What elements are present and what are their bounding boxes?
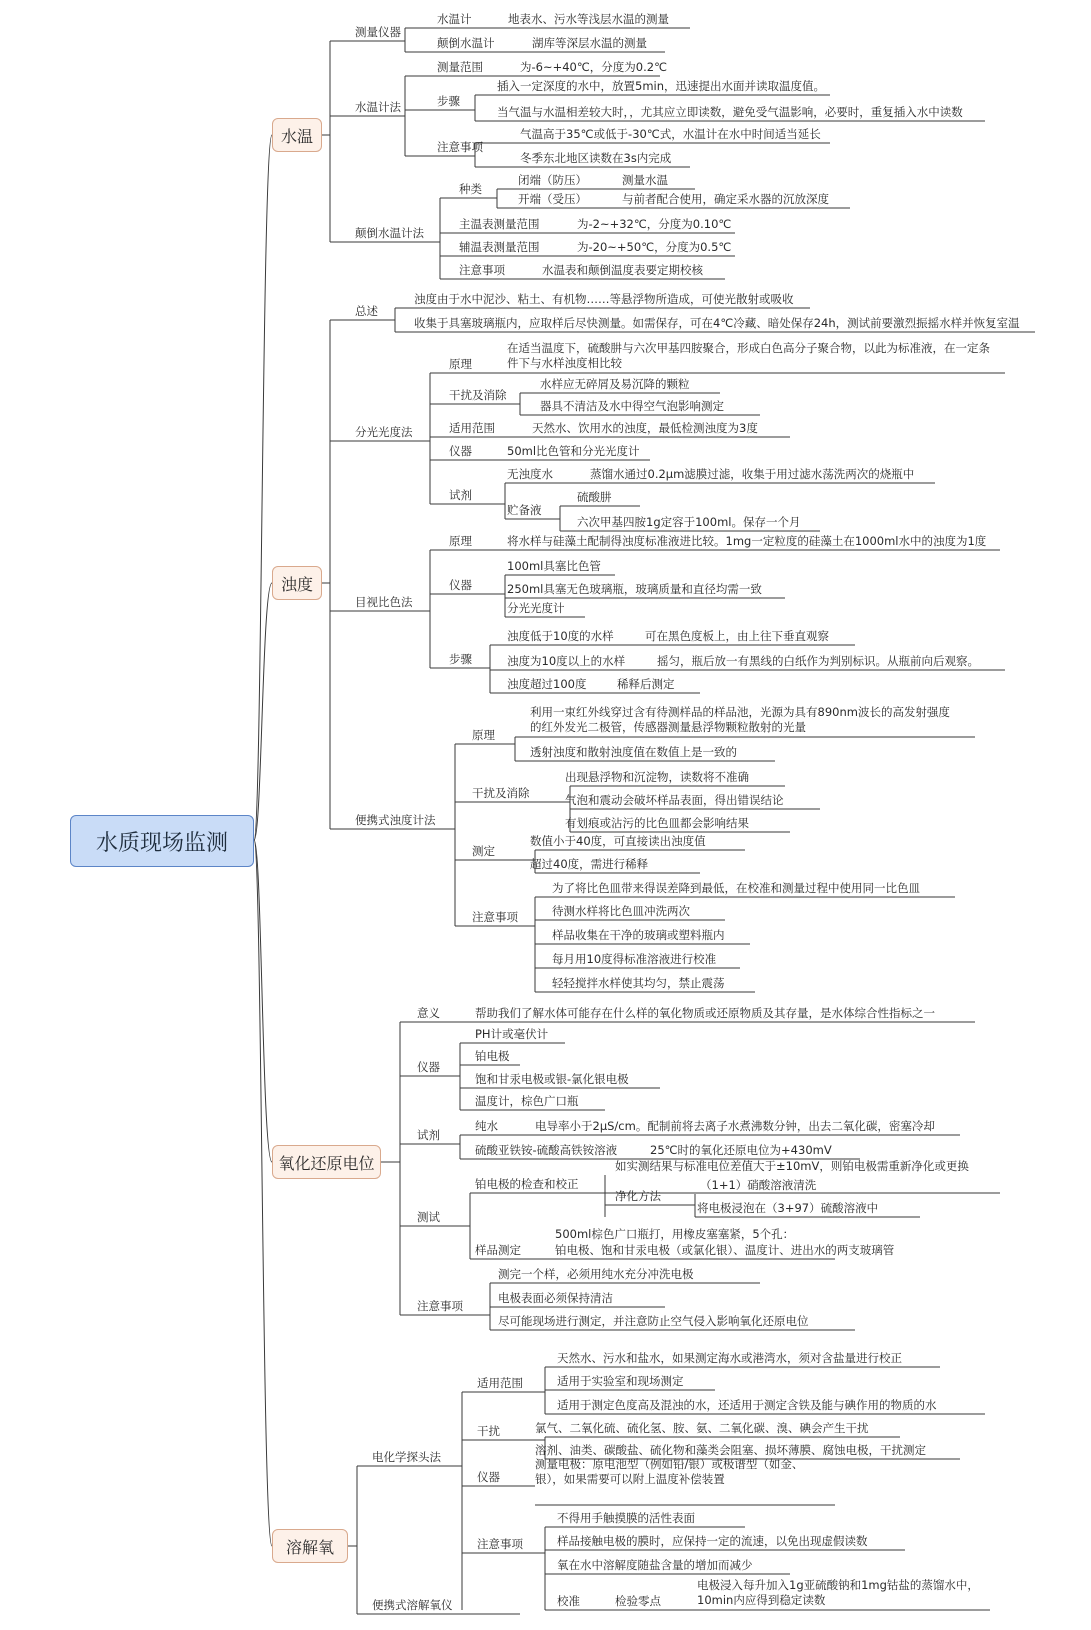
node[interactable]: 稀释后测定 (617, 677, 675, 691)
node[interactable]: 250ml具塞无色玻璃瓶，玻璃质量和直径均需一致 (507, 582, 762, 596)
node[interactable]: 电导率小于2μS/cm。配制前将去离子水煮沸数分钟，出去二氧化碳，密塞冷却 (535, 1119, 935, 1133)
node[interactable]: 温度计，棕色广口瓶 (475, 1094, 579, 1108)
topic-orp[interactable]: 氧化还原电位 (272, 1145, 381, 1179)
node[interactable]: 仪器 (417, 1060, 440, 1074)
node[interactable]: 溶剂、油类、碳酸盐、硫化物和藻类会阻塞、损坏薄膜、腐蚀电极，干扰测定 (535, 1443, 926, 1457)
node[interactable]: 氧在水中溶解度随盐含量的增加而减少 (557, 1558, 753, 1572)
node[interactable]: 电化学探头法 (372, 1450, 441, 1464)
node[interactable]: 当气温与水温相差较大时，，尤其应立即读数，避免受气温影响，必要时，重复插入水中读数 (497, 105, 963, 119)
node[interactable]: 主温表测量范围 (459, 217, 540, 231)
node[interactable]: 六次甲基四胺1g定容于100ml。保存一个月 (577, 515, 801, 529)
node[interactable]: 将电极浸泡在（3+97）硫酸溶液中 (697, 1201, 879, 1215)
node[interactable]: 不得用手触摸膜的活性表面 (557, 1511, 695, 1525)
node[interactable]: 器具不清洁及水中得空气泡影响测定 (540, 399, 724, 413)
node[interactable]: 出现悬浮物和沉淀物，读数将不准确 (565, 770, 749, 784)
node[interactable]: 颠倒水温计 (437, 36, 495, 50)
node[interactable]: 与前者配合使用，确定采水器的沉放深度 (622, 192, 829, 206)
node[interactable]: 样品收集在干净的玻璃或塑料瓶内 (552, 928, 725, 942)
node[interactable]: 气泡和震动会破坏样品表面，得出错误结论 (565, 793, 784, 807)
node[interactable]: 校准 (557, 1594, 580, 1608)
node[interactable]: 步骤 (437, 94, 460, 108)
node[interactable]: 地表水、污水等浅层水温的测量 (508, 12, 669, 26)
node[interactable]: 数值小于40度，可直接读出浊度值 (530, 834, 706, 848)
node[interactable]: 分光光度计 (507, 601, 565, 615)
node[interactable]: 水温表和颠倒温度表要定期校核 (542, 263, 703, 277)
node[interactable]: 为了将比色皿带来得误差降到最低，在校准和测量过程中使用同一比色皿 (552, 881, 920, 895)
node[interactable]: 帮助我们了解水体可能存在什么样的氧化物质或还原物质及其存量，是水体综合性指标之一 (475, 1006, 935, 1020)
node[interactable]: 步骤 (449, 652, 472, 666)
node[interactable]: 插入一定深度的水中，放置5min，迅速提出水面并读取温度值。 (497, 79, 825, 93)
node[interactable]: 闭端（防压） (518, 173, 587, 187)
node[interactable]: 测量电极：原电池型（例如铅/银）或极谱型（如金、银），如果需要可以附上温度补偿装置 (535, 1457, 804, 1486)
node[interactable]: 天然水、污水和盐水，如果测定海水或港湾水，须对含盐量进行校正 (557, 1351, 902, 1365)
node[interactable]: 测量仪器 (355, 25, 401, 39)
node[interactable]: 铂电极、饱和甘汞电极（或氯化银）、温度计、进出水的两支玻璃管 (555, 1243, 895, 1257)
node[interactable]: 湖库等深层水温的测量 (532, 36, 647, 50)
node[interactable]: 便携式浊度计法 (355, 813, 436, 827)
node[interactable]: 电极表面必须保持清洁 (498, 1291, 613, 1305)
node[interactable]: PH计或毫伏计 (475, 1027, 549, 1041)
node[interactable]: （1+1）硝酸溶液清洗 (700, 1178, 817, 1192)
node[interactable]: 水温计法 (355, 100, 401, 114)
node[interactable]: 测量水温 (622, 173, 668, 187)
node[interactable]: 可在黑色度板上，由上往下垂直观察 (645, 629, 829, 643)
node[interactable]: 检验零点 (615, 1594, 661, 1608)
node[interactable]: 无浊度水 (507, 467, 553, 481)
node[interactable]: 浊度低于10度的水样 (507, 629, 614, 643)
node[interactable]: 纯水 (475, 1119, 498, 1133)
node[interactable]: 注意事项 (472, 910, 518, 924)
node[interactable]: 超过40度，需进行稀释 (530, 857, 649, 871)
node[interactable]: 浊度由于水中泥沙、粘土、有机物……等悬浮物所造成，可使光散射或吸收 (414, 292, 794, 306)
node[interactable]: 硫酸肼 (577, 490, 612, 504)
node[interactable]: 100ml具塞比色管 (507, 559, 601, 573)
node[interactable]: 样品接触电极的膜时，应保持一定的流速，以免出现虚假读数 (557, 1534, 868, 1548)
node[interactable]: 适用范围 (449, 421, 495, 435)
node[interactable]: 500ml棕色广口瓶打，用橡皮塞塞紧，5个孔： (555, 1227, 795, 1241)
node[interactable]: 试剂 (417, 1128, 440, 1142)
node[interactable]: 仪器 (449, 444, 472, 458)
node[interactable]: 天然水、饮用水的浊度，最低检测浊度为3度 (532, 421, 758, 435)
node[interactable]: 透射浊度和散射浊度值在数值上是一致的 (530, 745, 737, 759)
node[interactable]: 目视比色法 (355, 595, 413, 609)
node[interactable]: 待测水样将比色皿冲洗两次 (552, 904, 690, 918)
node[interactable]: 测完一个样，必须用纯水充分冲洗电极 (498, 1267, 694, 1281)
node[interactable]: 电极浸入每升加入1g亚硫酸钠和1mg钴盐的蒸馏水中，10min内应得到稳定读数 (697, 1578, 979, 1607)
node[interactable]: 测量范围 (437, 60, 483, 74)
node[interactable]: 每月用10度得标准溶液进行校准 (552, 952, 717, 966)
node[interactable]: 蒸馏水通过0.2μm滤膜过滤，收集于用过滤水荡洗两次的烧瓶中 (590, 467, 915, 481)
node[interactable]: 为-20~+50℃，分度为0.5℃ (577, 240, 732, 254)
node[interactable]: 原理 (449, 534, 472, 548)
node[interactable]: 样品测定 (475, 1243, 521, 1257)
node[interactable]: 浊度超过100度 (507, 677, 587, 691)
node[interactable]: 轻轻搅拌水样使其均匀，禁止震荡 (552, 976, 725, 990)
node[interactable]: 注意事项 (437, 140, 483, 154)
node[interactable]: 如实测结果与标准电位差值大于±10mV，则铂电极需重新净化或更换 (615, 1159, 969, 1173)
node[interactable]: 分光光度法 (355, 425, 413, 439)
node[interactable]: 干扰 (477, 1424, 500, 1438)
node[interactable]: 仪器 (449, 578, 472, 592)
node[interactable]: 种类 (459, 182, 482, 196)
node[interactable]: 测试 (417, 1210, 440, 1224)
node[interactable]: 50ml比色管和分光光度计 (507, 444, 640, 458)
node[interactable]: 试剂 (449, 488, 472, 502)
node[interactable]: 冬季东北地区读数在3s内完成 (520, 151, 672, 165)
node[interactable]: 铂电极的检查和校正 (475, 1177, 579, 1191)
node[interactable]: 原理 (449, 357, 472, 371)
topic-water-temperature[interactable]: 水温 (272, 118, 322, 152)
node[interactable]: 为-6~+40℃，分度为0.2℃ (520, 60, 667, 74)
node[interactable]: 有划痕或沾污的比色皿都会影响结果 (565, 816, 749, 830)
node[interactable]: 适用于实验室和现场测定 (557, 1374, 684, 1388)
node[interactable]: 摇匀，瓶后放一有黑线的白纸作为判别标识。从瓶前向后观察。 (657, 654, 979, 668)
node[interactable]: 仪器 (477, 1470, 500, 1484)
node[interactable]: 收集于具塞玻璃瓶内，应取样后尽快测量。如需保存，可在4℃冷藏、暗处保存24h，测试前要激烈振摇水样并恢复室温 (414, 316, 1020, 330)
node[interactable]: 25℃时的氧化还原电位为+430mV (650, 1143, 832, 1157)
topic-turbidity[interactable]: 浊度 (272, 566, 322, 600)
node[interactable]: 开端（受压） (518, 192, 587, 206)
node[interactable]: 在适当温度下，硫酸肼与六次甲基四胺聚合，形成白色高分子聚合物，以此为标准液，在一定条件下与水样浊度相比较 (507, 341, 990, 370)
node[interactable]: 适用于测定色度高及混浊的水，还适用于测定含铁及能与碘作用的物质的水 (557, 1398, 937, 1412)
node[interactable]: 水样应无碎屑及易沉降的颗粒 (540, 377, 690, 391)
node[interactable]: 水温计 (437, 12, 472, 26)
node[interactable]: 硫酸亚铁铵-硫酸高铁铵溶液 (475, 1143, 618, 1157)
node[interactable]: 便携式溶解氧仪 (372, 1598, 453, 1612)
node[interactable]: 意义 (417, 1006, 440, 1020)
topic-dissolved-oxygen[interactable]: 溶解氧 (272, 1529, 348, 1563)
node[interactable]: 注意事项 (459, 263, 505, 277)
node[interactable]: 颠倒水温计法 (355, 226, 424, 240)
node[interactable]: 气温高于35℃或低于-30℃式，水温计在水中时间适当延长 (520, 127, 821, 141)
node[interactable]: 为-2~+32℃，分度为0.10℃ (577, 217, 732, 231)
node[interactable]: 饱和甘汞电极或银-氯化银电极 (475, 1072, 629, 1086)
node[interactable]: 净化方法 (615, 1189, 661, 1203)
node[interactable]: 干扰及消除 (449, 388, 507, 402)
node[interactable]: 总述 (355, 304, 378, 318)
node[interactable]: 辅温表测量范围 (459, 240, 540, 254)
node[interactable]: 贮备液 (507, 503, 542, 517)
node[interactable]: 铂电极 (475, 1049, 510, 1063)
node[interactable]: 干扰及消除 (472, 786, 530, 800)
root-node[interactable]: 水质现场监测 (70, 815, 254, 867)
node[interactable]: 适用范围 (477, 1376, 523, 1390)
node[interactable]: 尽可能现场进行测定，并注意防止空气侵入影响氧化还原电位 (498, 1314, 809, 1328)
node[interactable]: 利用一束红外线穿过含有待测样品的样品池，光源为具有890nm波长的高发射强度的红外发光二极管，传感器测量悬浮物颗粒散射的光量 (530, 705, 950, 734)
node[interactable]: 注意事项 (477, 1537, 523, 1551)
node[interactable]: 原理 (472, 728, 495, 742)
node[interactable]: 测定 (472, 844, 495, 858)
node[interactable]: 氯气、二氧化硫、硫化氢、胺、氨、二氧化碳、溴、碘会产生干扰 (535, 1421, 869, 1435)
node[interactable]: 浊度为10度以上的水样 (507, 654, 626, 668)
node[interactable]: 注意事项 (417, 1299, 463, 1313)
node[interactable]: 将水样与硅藻土配制得浊度标准液进比较。1mg一定粒度的硅藻土在1000ml水中的浊度为1度 (507, 534, 987, 548)
